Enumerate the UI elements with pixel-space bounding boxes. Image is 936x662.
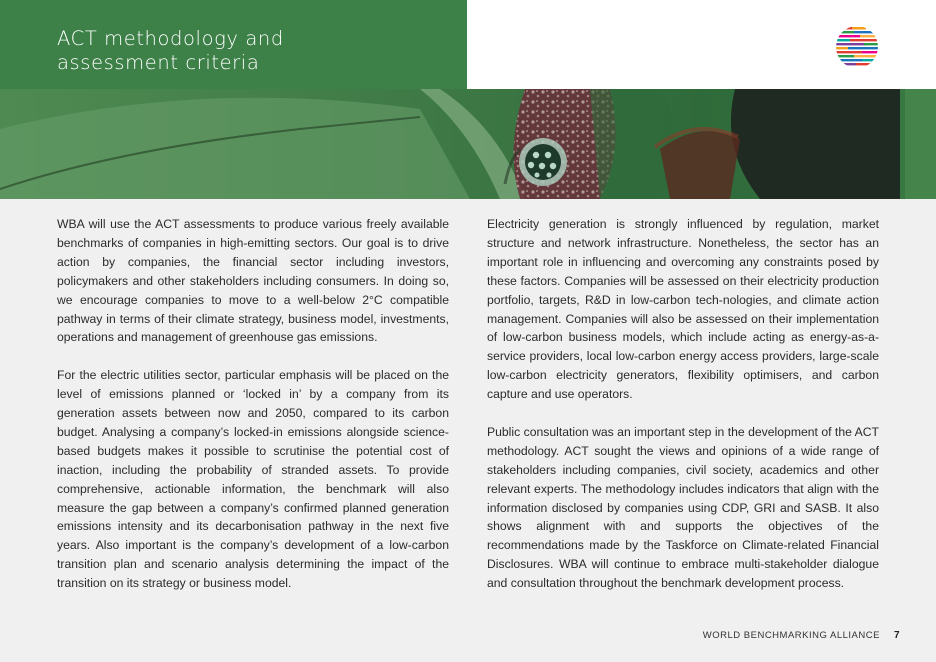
hero-ev-charging-photo [0, 89, 936, 199]
right-column [487, 215, 879, 612]
title-line-2: assessment criteria [57, 51, 260, 74]
wba-logo-icon [834, 25, 880, 69]
left-paragraph-2: For the electric utilities sector, particular emphasis will be placed on the level of emissions planned or ‘locked in’ by a company from its generation assets between now and 2050, compared to its carbon budget. Analysing a company’s locked-in emissions alongside science-based budgets makes it possible to scrutinise the potential cost of inaction, including the probability of stranded assets. To provide comprehensive, actionable information, the benchmark will also measure the gap between a company’s confirmed planned generation emissions intensity and its decarbonisation pathway in the next five years. Also important is the company’s development of a low-carbon transition plan and scenario analysis determining the impact of the transition on its strategy or business model. [57, 368, 449, 591]
page-footer [703, 630, 900, 641]
title-line-1: ACT methodology and [57, 27, 284, 50]
left-paragraph-1: WBA will use the ACT assessments to produce various freely available benchmarks of companies in high-emitting sectors. Our goal is to drive action by companies, the financial sector including investors, policymakers and other stakeholders including consumers. In doing so, we encourage companies to move to a well-below 2°C compatible pathway in terms of their climate strategy, business model, investments, operations and management of greenhouse gas emissions. [57, 217, 449, 345]
footer-organization: WORLD BENCHMARKING ALLIANCE [702, 630, 880, 641]
left-column [57, 215, 449, 612]
right-paragraph-1: Electricity generation is strongly influenced by regulation, market structure and network infrastructure. Nonetheless, the sector has an important role in influencing and overcoming any constraints posed by these factors. Companies will be assessed on their electricity production portfolio, targets, R&D in low-carbon tech-nologies, and climate action management. Companies will also be assessed on their implementation of low-carbon business models, which include acting as energy-as-a-service providers, local low-carbon energy access providers, large-scale low-carbon electricity generators, flexibility optimisers, and carbon capture and use operators. [487, 217, 879, 402]
page-number: 7 [893, 630, 900, 641]
right-paragraph-2: Public consultation was an important step in the development of the ACT methodology. ACT sought the views and opinions of a wide range of stakeholders including companies, civil society, academics and other relevant experts. The methodology includes indicators that align with the information disclosed by companies using CDP, GRI and SASB. It also shows alignment with and supports the objectives of the recommendations made by the Taskforce on Climate-related Financial Disclosures. WBA will continue to embrace multi-stakeholder dialogue and consultation throughout the benchmark development process. [487, 424, 879, 591]
page-title [57, 27, 437, 75]
hero-image [0, 89, 936, 199]
